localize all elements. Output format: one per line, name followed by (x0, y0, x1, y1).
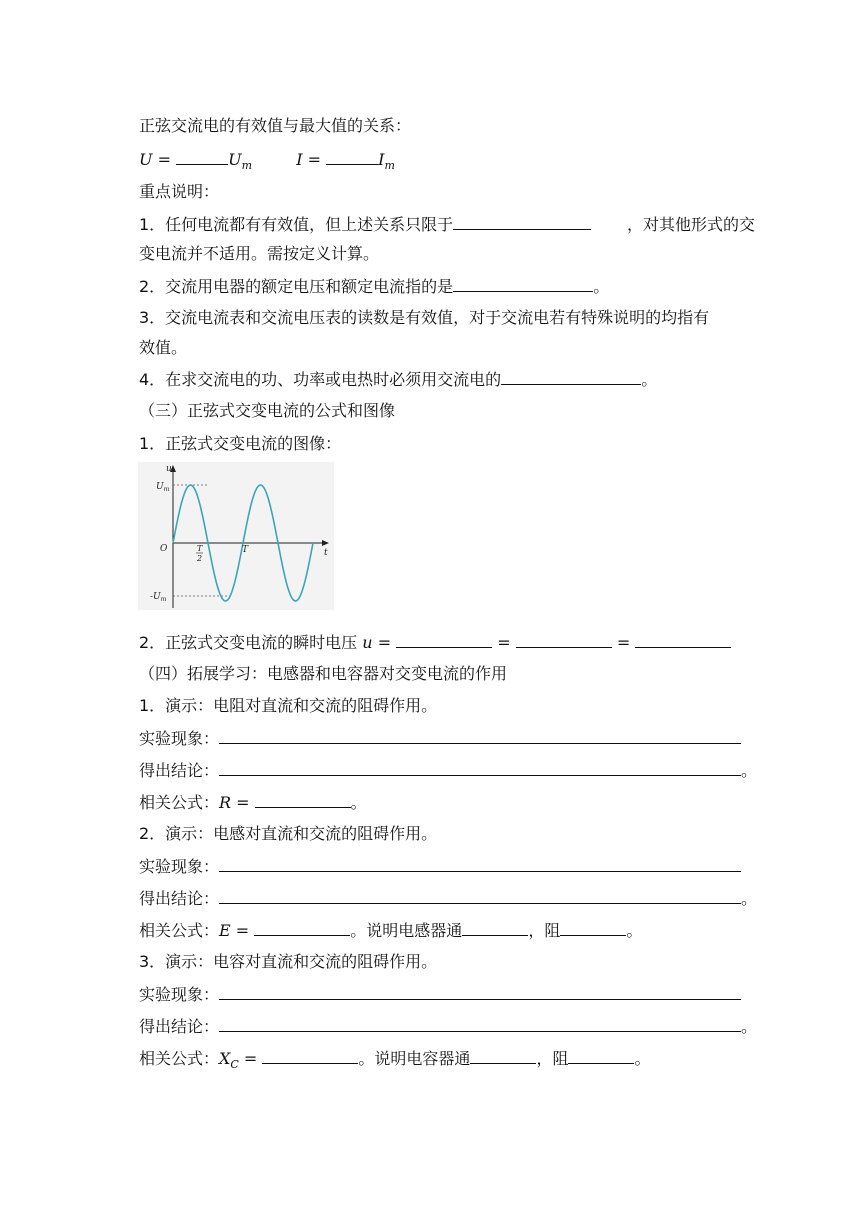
paragraph-key-notes: 重点说明： (139, 182, 220, 201)
section-3-heading: （三）正弦式交变电流的公式和图像 (139, 401, 396, 420)
half-period-numerator: T (197, 544, 203, 553)
blank-instant-1[interactable] (396, 631, 492, 648)
conclusion-label-3: 得出结论： (139, 1017, 220, 1036)
formula-label: 相关公式： (139, 793, 220, 812)
um-label: $U_m$ (156, 482, 170, 493)
symbol-X: X (219, 1049, 231, 1068)
observation-label-3: 实验现象： (139, 985, 220, 1004)
section-3-item-1: 1．正弦式交变电流的图像： (139, 434, 342, 453)
paragraph-relation: 正弦交流电的有效值与最大值的关系： (139, 116, 412, 135)
subscript-C: C (230, 1058, 239, 1072)
t-axis-label: t (324, 548, 328, 558)
period-mark: 。 (741, 761, 758, 780)
symbol-E: E (219, 921, 231, 940)
u-axis-label: u (166, 464, 172, 474)
formula-rms (139, 148, 760, 172)
blank-inductor-block[interactable] (560, 919, 626, 936)
instant-voltage-line (139, 631, 760, 655)
blank-formula-Xc[interactable] (262, 1047, 358, 1064)
inductor-note-b: ，阻 (528, 921, 561, 940)
note-4-suffix: 。 (641, 370, 658, 389)
demo-3-conclusion (139, 1015, 760, 1039)
blank-note-2[interactable] (453, 275, 593, 292)
blank-conclusion-3[interactable] (219, 1015, 741, 1032)
note-1-suffix: ，对其他形式的交 (626, 215, 755, 234)
demo-1-conclusion (139, 759, 760, 783)
blank-capacitor-block[interactable] (568, 1047, 634, 1064)
demo-1-formula (139, 791, 760, 815)
blank-instant-2[interactable] (516, 631, 612, 648)
instant-voltage-prefix: 2．正弦式交变电流的瞬时电压 (139, 633, 358, 652)
period-mark-5: 。 (741, 1017, 758, 1036)
formula-label-3: 相关公式： (139, 1049, 220, 1068)
blank-instant-3[interactable] (635, 631, 731, 648)
eq-sign: = (157, 150, 171, 169)
note-3-text: 3．交流电流表和交流电压表的读数是有效值，对于交流电若有特殊说明的均指有 (139, 308, 710, 327)
demo-2-title: 2．演示：电感对直流和交流的阻碍作用。 (139, 824, 438, 843)
symbol-Im: I (378, 150, 385, 169)
note-1b: 变电流并不适用。需按定义计算。 (139, 244, 380, 263)
eq-sign-4: = (497, 633, 511, 652)
subscript-m-2: m (384, 159, 395, 173)
symbol-I: I (296, 150, 303, 169)
blank-conclusion-2[interactable] (219, 887, 741, 904)
blank-inductor-pass[interactable] (462, 919, 528, 936)
symbol-R: R (219, 793, 232, 812)
note-2 (139, 275, 760, 299)
observation-label-2: 实验现象： (139, 857, 220, 876)
note-3b: 效值。 (139, 338, 188, 357)
demo-1-title: 1．演示：电阻对直流和交流的阻碍作用。 (139, 696, 438, 715)
eq-sign-8: = (243, 1049, 258, 1068)
note-3a (139, 306, 755, 330)
note-1-prefix: 1．任何电流都有有效值，但上述关系只限于 (139, 215, 454, 234)
note-2-prefix: 2．交流用电器的额定电压和额定电流指的是 (139, 277, 454, 296)
blank-i-coef[interactable] (326, 148, 378, 165)
eq-sign-7: = (235, 921, 250, 940)
demo-3-formula (139, 1047, 760, 1071)
demo-2-formula (139, 919, 760, 943)
demo-3-observation (139, 983, 760, 1007)
period-mark-4: 。 (626, 921, 643, 940)
eq-sign-2: = (307, 150, 322, 169)
eq-sign-3: = (377, 633, 392, 652)
capacitor-note-b: ，阻 (536, 1049, 569, 1068)
eq-sign-6: = (236, 793, 250, 812)
blank-u-coef[interactable] (176, 148, 228, 165)
demo-2-conclusion (139, 887, 760, 911)
period-label: T (242, 545, 249, 555)
demo-2-observation (139, 855, 760, 879)
demo-3-title: 3．演示：电容对直流和交流的阻碍作用。 (139, 952, 438, 971)
period-mark-6: 。 (634, 1049, 651, 1068)
blank-conclusion-1[interactable] (219, 759, 741, 776)
blank-observation-1[interactable] (219, 727, 741, 744)
formula-label-2: 相关公式： (139, 921, 220, 940)
blank-observation-2[interactable] (219, 855, 741, 872)
origin-label: O (160, 544, 168, 554)
neg-um-label: $-U_m$ (150, 592, 167, 603)
period-mark-2: 。 (350, 793, 367, 812)
blank-note-1[interactable] (453, 213, 591, 230)
section-4-heading: （四）拓展学习：电感器和电容器对交变电流的作用 (139, 664, 508, 683)
capacitor-note-a: 。说明电容器通 (358, 1049, 471, 1068)
blank-note-4[interactable] (501, 368, 641, 385)
observation-label: 实验现象： (139, 729, 220, 748)
symbol-Um: U (228, 150, 242, 169)
blank-formula-R[interactable] (255, 791, 351, 808)
subscript-m: m (241, 159, 252, 173)
t-axis-arrow (322, 540, 329, 546)
blank-observation-3[interactable] (219, 983, 741, 1000)
note-2-suffix: 。 (593, 277, 610, 296)
blank-formula-E[interactable] (254, 919, 350, 936)
sine-wave-graph (138, 462, 334, 610)
sine-wave-figure (138, 462, 334, 610)
note-1a (139, 213, 755, 237)
note-4 (139, 368, 760, 392)
half-period-denominator: 2 (197, 554, 203, 563)
inductor-note-a: 。说明电感器通 (350, 921, 463, 940)
eq-sign-5: = (616, 633, 631, 652)
blank-capacitor-pass[interactable] (470, 1047, 536, 1064)
note-4-prefix: 4．在求交流电的功、功率或电热时必须用交流电的 (139, 370, 502, 389)
symbol-u: u (362, 633, 373, 652)
conclusion-label-2: 得出结论： (139, 889, 220, 908)
conclusion-label: 得出结论： (139, 761, 220, 780)
demo-1-observation (139, 727, 760, 751)
symbol-U: U (139, 150, 153, 169)
period-mark-3: 。 (741, 889, 758, 908)
